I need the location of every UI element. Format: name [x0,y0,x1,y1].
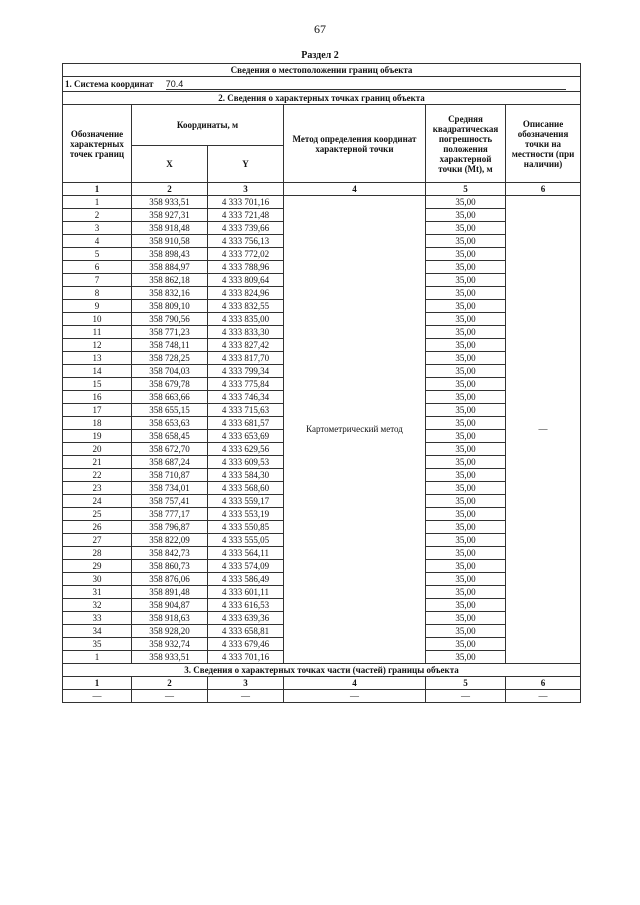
point-error: 35,00 [426,339,506,352]
point-error: 35,00 [426,222,506,235]
column-number: 3 [208,183,284,196]
point-x: 358 918,48 [132,222,208,235]
column-number: 1 [63,677,132,690]
parts-empty-row [63,690,581,703]
coord-system-row [63,77,581,92]
point-error: 35,00 [426,508,506,521]
point-y: 4 333 799,34 [208,365,284,378]
point-y: 4 333 681,57 [208,417,284,430]
point-y: 4 333 817,70 [208,352,284,365]
point-x: 358 862,18 [132,274,208,287]
point-x: 358 704,03 [132,365,208,378]
point-error: 35,00 [426,365,506,378]
point-y: 4 333 835,00 [208,313,284,326]
point-number: 24 [63,495,132,508]
point-error: 35,00 [426,573,506,586]
point-error: 35,00 [426,534,506,547]
point-y: 4 333 601,11 [208,586,284,599]
point-error: 35,00 [426,599,506,612]
point-number: 19 [63,430,132,443]
empty-cell: — [132,690,208,703]
point-x: 358 918,63 [132,612,208,625]
point-x: 358 734,01 [132,482,208,495]
point-x: 358 757,41 [132,495,208,508]
point-y: 4 333 788,96 [208,261,284,274]
point-error: 35,00 [426,586,506,599]
page-number: 67 [314,22,326,36]
point-x: 358 655,15 [132,404,208,417]
point-error: 35,00 [426,209,506,222]
point-error: 35,00 [426,495,506,508]
point-error: 35,00 [426,625,506,638]
point-error: 35,00 [426,612,506,625]
point-y: 4 333 568,60 [208,482,284,495]
header-error: Средняя квадратическая погрешность положения характерной точки (Mt), м [426,105,506,183]
point-number: 31 [63,586,132,599]
point-x: 358 672,70 [132,443,208,456]
point-y: 4 333 555,05 [208,534,284,547]
coord-system-label: 1. Система координат [65,78,154,89]
point-x: 358 777,17 [132,508,208,521]
point-number: 11 [63,326,132,339]
method-cell: Картометрический метод [284,196,426,664]
point-error: 35,00 [426,417,506,430]
header-description: Описание обозначения точки на местности (при наличии) [506,105,581,183]
parts-section-title: 3. Сведения о характерных точках части (частей) границы объекта [63,664,581,677]
point-x: 358 771,23 [132,326,208,339]
point-number: 35 [63,638,132,651]
point-x: 358 927,31 [132,209,208,222]
boundary-table [62,63,581,703]
point-y: 4 333 550,85 [208,521,284,534]
point-y: 4 333 701,16 [208,196,284,209]
point-x: 358 928,20 [132,625,208,638]
point-x: 358 860,73 [132,560,208,573]
point-x: 358 904,87 [132,599,208,612]
point-error: 35,00 [426,274,506,287]
point-error: 35,00 [426,235,506,248]
empty-cell: — [208,690,284,703]
point-number: 28 [63,547,132,560]
point-number: 1 [63,196,132,209]
point-number: 33 [63,612,132,625]
point-y: 4 333 775,84 [208,378,284,391]
header-x: X [132,146,208,183]
point-error: 35,00 [426,482,506,495]
point-x: 358 884,97 [132,261,208,274]
point-y: 4 333 721,48 [208,209,284,222]
point-y: 4 333 574,09 [208,560,284,573]
point-y: 4 333 832,55 [208,300,284,313]
point-y: 4 333 616,53 [208,599,284,612]
point-x: 358 658,45 [132,430,208,443]
point-number: 16 [63,391,132,404]
point-y: 4 333 809,64 [208,274,284,287]
point-y: 4 333 679,46 [208,638,284,651]
point-error: 35,00 [426,326,506,339]
point-error: 35,00 [426,521,506,534]
point-number: 14 [63,365,132,378]
table-row [63,196,581,209]
point-y: 4 333 833,30 [208,326,284,339]
point-error: 35,00 [426,196,506,209]
point-x: 358 663,66 [132,391,208,404]
point-error: 35,00 [426,378,506,391]
column-number: 2 [132,183,208,196]
empty-cell: — [506,690,581,703]
point-y: 4 333 629,56 [208,443,284,456]
column-number: 5 [426,677,506,690]
point-error: 35,00 [426,560,506,573]
empty-cell: — [63,690,132,703]
point-number: 1 [63,651,132,664]
point-x: 358 842,73 [132,547,208,560]
point-y: 4 333 653,69 [208,430,284,443]
point-error: 35,00 [426,352,506,365]
column-number: 4 [284,183,426,196]
point-y: 4 333 756,13 [208,235,284,248]
coord-system-value: 70.4 [166,79,566,90]
point-number: 8 [63,287,132,300]
point-x: 358 933,51 [132,196,208,209]
point-error: 35,00 [426,547,506,560]
point-x: 358 790,56 [132,313,208,326]
point-error: 35,00 [426,404,506,417]
point-number: 22 [63,469,132,482]
point-y: 4 333 715,63 [208,404,284,417]
section-label: Раздел 2 [301,50,339,61]
column-number: 6 [506,677,581,690]
header-coordinates: Координаты, м [132,105,284,146]
point-number: 18 [63,417,132,430]
point-x: 358 809,10 [132,300,208,313]
description-cell: — [506,196,581,664]
point-number: 26 [63,521,132,534]
point-y: 4 333 564,11 [208,547,284,560]
point-error: 35,00 [426,456,506,469]
point-number: 12 [63,339,132,352]
point-error: 35,00 [426,430,506,443]
point-number: 10 [63,313,132,326]
point-number: 13 [63,352,132,365]
column-number: 2 [132,677,208,690]
point-y: 4 333 827,42 [208,339,284,352]
point-number: 6 [63,261,132,274]
column-number: 5 [426,183,506,196]
point-y: 4 333 639,36 [208,612,284,625]
point-number: 21 [63,456,132,469]
point-error: 35,00 [426,261,506,274]
point-error: 35,00 [426,248,506,261]
point-x: 358 822,09 [132,534,208,547]
point-x: 358 710,87 [132,469,208,482]
point-number: 9 [63,300,132,313]
point-number: 2 [63,209,132,222]
point-x: 358 932,74 [132,638,208,651]
point-y: 4 333 559,17 [208,495,284,508]
point-y: 4 333 701,16 [208,651,284,664]
empty-cell: — [426,690,506,703]
point-x: 358 933,51 [132,651,208,664]
point-x: 358 876,06 [132,573,208,586]
point-error: 35,00 [426,300,506,313]
header-method: Метод определения координат характерной точки [284,105,426,183]
point-x: 358 796,87 [132,521,208,534]
point-x: 358 687,24 [132,456,208,469]
column-number: 3 [208,677,284,690]
column-number: 1 [63,183,132,196]
point-number: 27 [63,534,132,547]
points-section-title: 2. Сведения о характерных точках границ объекта [63,92,581,105]
point-error: 35,00 [426,638,506,651]
point-number: 25 [63,508,132,521]
point-error: 35,00 [426,469,506,482]
point-error: 35,00 [426,313,506,326]
point-x: 358 898,43 [132,248,208,261]
point-y: 4 333 824,96 [208,287,284,300]
point-x: 358 653,63 [132,417,208,430]
empty-cell: — [284,690,426,703]
point-y: 4 333 658,81 [208,625,284,638]
point-number: 17 [63,404,132,417]
point-number: 29 [63,560,132,573]
point-number: 3 [63,222,132,235]
point-number: 15 [63,378,132,391]
point-x: 358 910,58 [132,235,208,248]
point-y: 4 333 609,53 [208,456,284,469]
point-number: 5 [63,248,132,261]
point-error: 35,00 [426,443,506,456]
point-number: 34 [63,625,132,638]
point-number: 30 [63,573,132,586]
header-y: Y [208,146,284,183]
point-error: 35,00 [426,651,506,664]
point-error: 35,00 [426,287,506,300]
point-x: 358 891,48 [132,586,208,599]
point-y: 4 333 772,02 [208,248,284,261]
point-y: 4 333 586,49 [208,573,284,586]
point-error: 35,00 [426,391,506,404]
point-number: 20 [63,443,132,456]
point-number: 4 [63,235,132,248]
point-x: 358 679,78 [132,378,208,391]
point-number: 7 [63,274,132,287]
point-x: 358 832,16 [132,287,208,300]
point-x: 358 728,25 [132,352,208,365]
point-y: 4 333 553,19 [208,508,284,521]
point-y: 4 333 746,34 [208,391,284,404]
header-designation: Обозначение характерных точек границ [63,105,132,183]
column-number: 6 [506,183,581,196]
point-y: 4 333 739,66 [208,222,284,235]
column-number: 4 [284,677,426,690]
location-title: Сведения о местоположении границ объекта [63,64,581,77]
point-number: 23 [63,482,132,495]
point-number: 32 [63,599,132,612]
point-x: 358 748,11 [132,339,208,352]
point-y: 4 333 584,30 [208,469,284,482]
